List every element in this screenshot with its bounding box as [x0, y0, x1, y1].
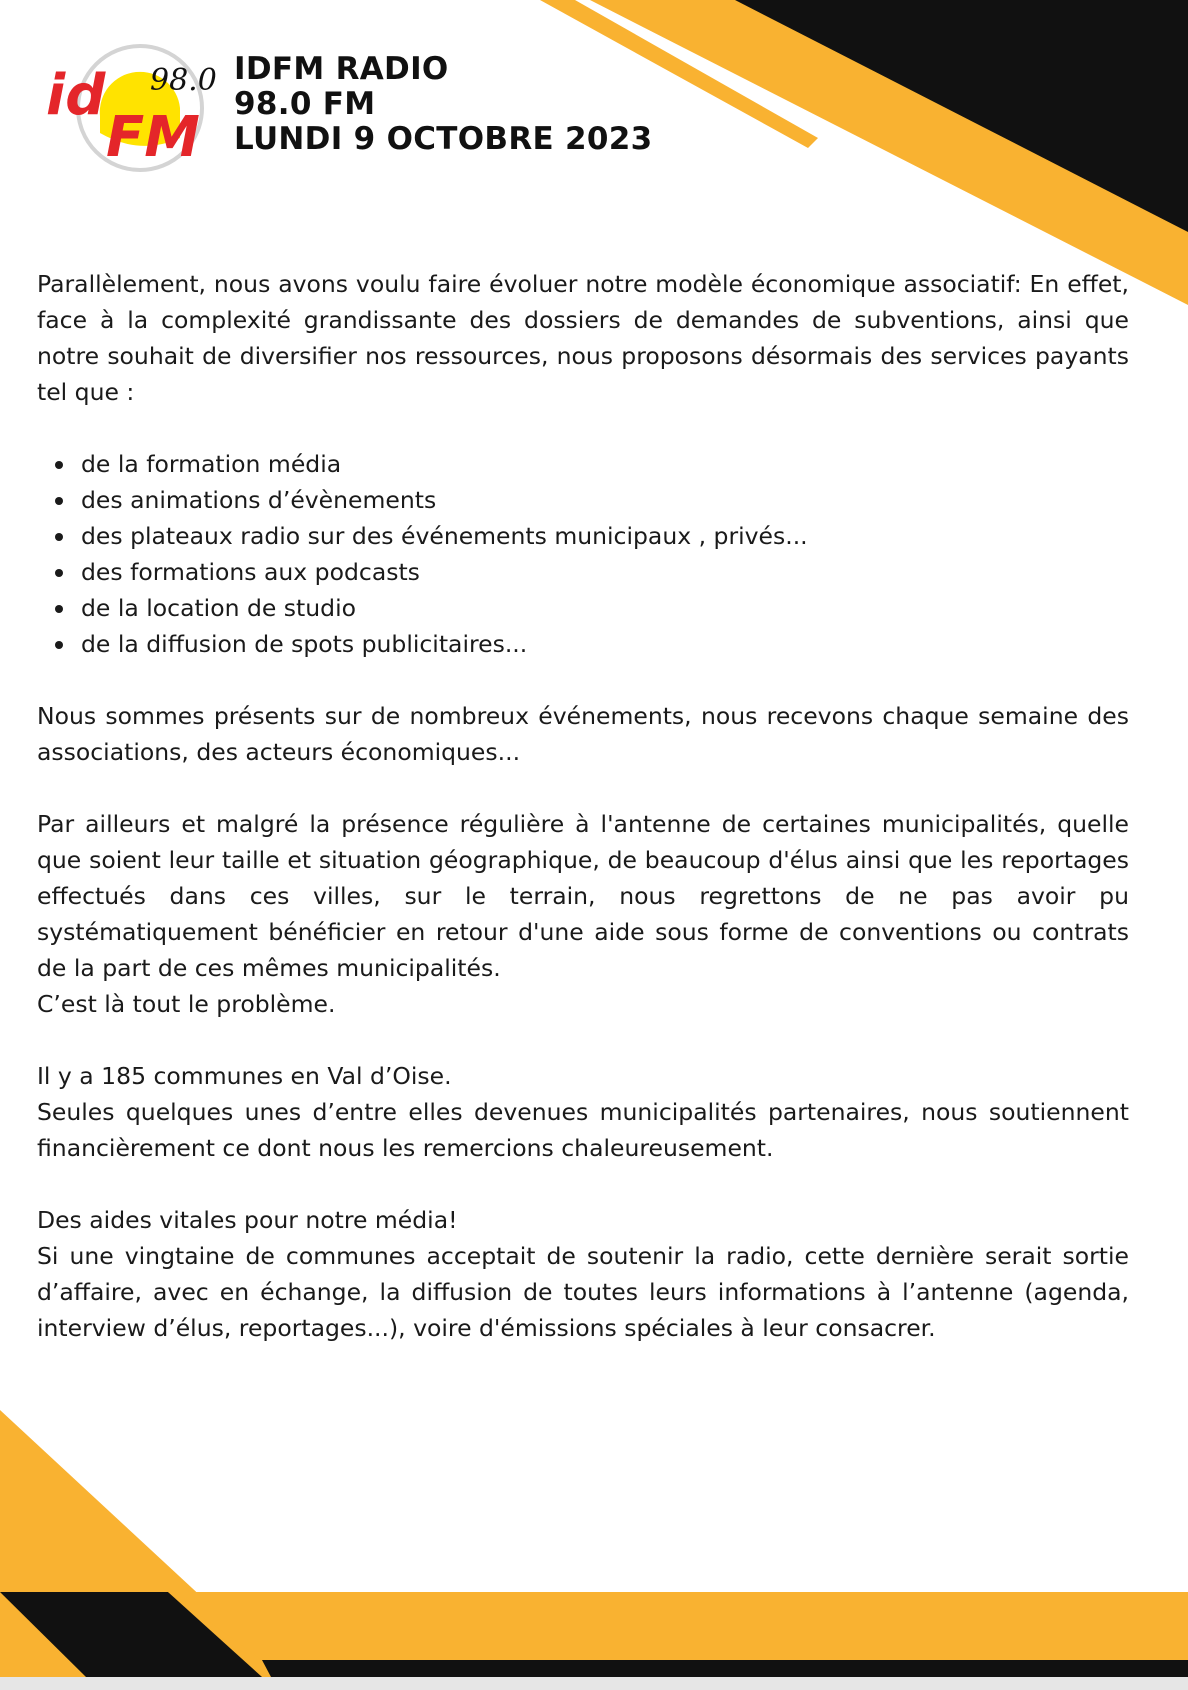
list-item: des plateaux radio sur des événements municipaux , privés...	[37, 518, 1129, 554]
list-item: des animations d’évènements	[37, 482, 1129, 518]
list-item: des formations aux podcasts	[37, 554, 1129, 590]
intro-paragraph: Parallèlement, nous avons voulu faire évoluer notre modèle économique associatif: En effet, face à la complexité grandissante des dossiers de demandes de subventions, ainsi que notre souhait de diversifier nos ressources, nous proposons désormais des services payants tel que :	[37, 270, 1129, 406]
closing-paragraph: Si une vingtaine de communes acceptait de soutenir la radio, cette dernière serait sortie d’affaire, avec en échange, la diffusion de toutes leurs informations à l’antenne (agenda, interview d’élus, reportages...), voire d'émissions spéciales à leur consacrer.	[37, 1242, 1129, 1342]
bottom-black-strip	[262, 1660, 1188, 1677]
station-frequency: 98.0 FM	[234, 86, 376, 122]
document-date: LUNDI 9 OCTOBRE 2023	[234, 121, 653, 157]
svg-text:98.0: 98.0	[150, 63, 217, 98]
list-item: de la diffusion de spots publicitaires...	[37, 626, 1129, 662]
svg-text:FM: FM	[106, 105, 200, 170]
vital-line: Des aides vitales pour notre média!	[37, 1206, 458, 1234]
idfm-logo	[40, 38, 230, 178]
services-list	[37, 446, 1129, 662]
events-paragraph: Nous sommes présents sur de nombreux événements, nous recevons chaque semaine des associations, des acteurs économiques...	[37, 702, 1129, 766]
svg-text:id: id	[46, 63, 106, 128]
communes-line: Il y a 185 communes en Val d’Oise.	[37, 1062, 452, 1090]
bottom-margin	[0, 1677, 1188, 1690]
list-item: de la location de studio	[37, 590, 1129, 626]
problem-line: C’est là tout le problème.	[37, 990, 336, 1018]
body-text	[37, 266, 1129, 1346]
list-item: de la formation média	[37, 446, 1129, 482]
station-name: IDFM RADIO	[234, 51, 449, 87]
bottom-yellow-band	[168, 1592, 1188, 1660]
top-black-band	[735, 0, 1188, 232]
municipalities-paragraph: Par ailleurs et malgré la présence régulière à l'antenne de certaines municipalités, quelle que soient leur taille et situation géographique, de beaucoup d'élus ainsi que les reportages effectués dans ces villes, sur le terrain, nous regrettons de ne pas avoir pu systématiquement bénéficier en retour d'une aide sous forme de conventions ou contrats de la part de ces mêmes municipalités.	[37, 810, 1129, 982]
partners-paragraph: Seules quelques unes d’entre elles devenues municipalités partenaires, nous soutiennent financièrement ce dont nous les remercions chaleureusement.	[37, 1098, 1129, 1162]
header	[234, 52, 653, 157]
